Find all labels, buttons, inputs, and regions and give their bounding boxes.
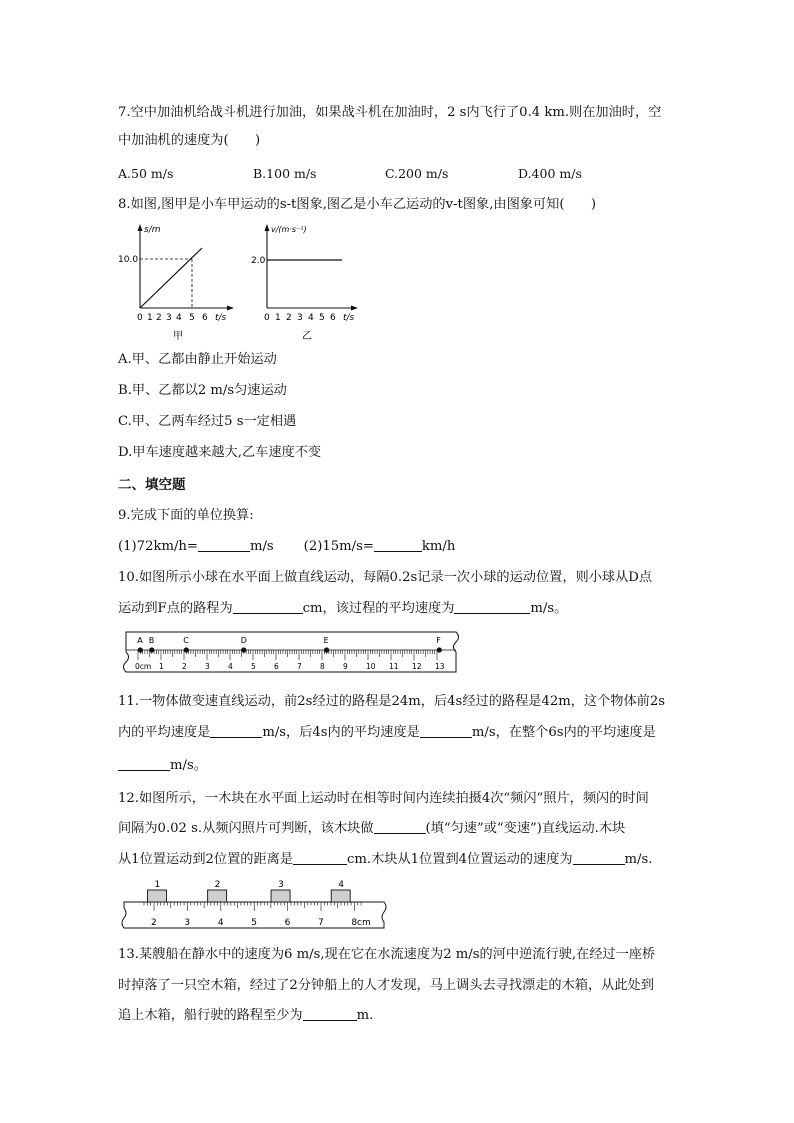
q8-jia-xlabel: t/s — [215, 313, 227, 323]
ball-position-label: A — [137, 636, 143, 645]
q8-yi-xtick: 4 — [308, 313, 314, 323]
q10-stem-line1: 10.如图所示小球在水平面上做直线运动，每隔0.2s记录一次小球的运动位置，则小球从D点 — [118, 570, 653, 585]
q10-stem-line2: 运动到F点的路程为 cm，该过程的平均速度为 m/s。 — [118, 601, 568, 616]
ball-position-dot — [184, 647, 189, 652]
q8-yi-xtick: 0 — [264, 313, 270, 323]
q8-yi-xtick: 6 — [330, 313, 336, 323]
ruler-number: 3 — [205, 662, 210, 671]
ball-position-dot — [138, 647, 143, 652]
q7-stem-line2: 中加油机的速度为( ) — [118, 133, 261, 148]
q13-stem-line2: 时掉落了一只空木箱，经过了2分钟船上的人才发现，马上调头去寻找漂走的木箱，从此处到 — [118, 978, 654, 993]
q11-stem-line1: 11.一物体做变速直线运动，前2s经过的路程是24m，后4s经过的路程是42m，这个物体前2s — [118, 694, 666, 709]
ruler-number: 11 — [389, 662, 399, 671]
wood-block — [271, 890, 290, 902]
q7-option-c: C.200 m/s — [385, 166, 449, 181]
q11-stem-line2: 内的平均速度是 m/s，后4s内的平均速度是 m/s，在整个6s内的平均速度是 — [118, 725, 656, 740]
ruler-number: 5 — [251, 662, 256, 671]
q9-parts: (1)72km/h= m/s (2)15m/s= km/h — [118, 539, 456, 554]
q7-option-b: B.100 m/s — [253, 166, 317, 181]
ruler-unit: cm — [357, 918, 371, 928]
ruler-number: 12 — [412, 662, 422, 671]
block-label: 3 — [278, 880, 284, 890]
ball-position-label: B — [148, 636, 155, 645]
q8-jia-ytick: 10.0 — [118, 255, 139, 265]
q8-yi-xlabel: t/s — [343, 313, 355, 323]
q7-stem-line1: 7.空中加油机给战斗机进行加油，如果战斗机在加油时，2 s内飞行了0.4 km.则在加油时，空 — [118, 105, 662, 120]
wood-block — [208, 890, 227, 902]
ball-position-dot — [324, 647, 329, 652]
ball-position-dot — [437, 647, 442, 652]
q12-stem-line1: 12.如图所示，一木块在水平面上运动时在相等时间内连续拍摄4次“频闪”照片，频闪的时间 — [118, 791, 649, 806]
ruler-number: 10 — [366, 662, 376, 671]
q8-jia-xtick: 1 — [147, 313, 153, 323]
q10-ruler — [118, 628, 463, 680]
section-title: 二、填空题 — [118, 477, 186, 493]
ruler-number: 5 — [251, 918, 257, 928]
q8-yi-caption: 乙 — [302, 331, 312, 342]
q8-option-d: D.甲车速度越来越大,乙车速度不变 — [118, 445, 322, 460]
q12-ruler — [118, 876, 393, 934]
block-label: 4 — [338, 880, 344, 890]
ball-position-dot — [149, 647, 154, 652]
q8-jia-ylabel: s/m — [144, 225, 161, 235]
q8-yi-ylabel: v/(m·s⁻¹) — [271, 225, 307, 234]
q11-stem-line3: m/s。 — [118, 756, 207, 776]
q8-option-b: B.甲、乙都以2 m/s匀速运动 — [118, 383, 287, 398]
q8-yi-xtick: 5 — [319, 313, 325, 323]
q9-stem: 9.完成下面的单位换算: — [118, 508, 254, 523]
q12-stem-line3: 从1位置运动到2位置的距离是 cm.木块从1位置到4位置运动的速度为 m/s. — [118, 852, 653, 867]
q8-yi-ytick: 2.0 — [251, 256, 266, 266]
ruler-number: 6 — [284, 918, 291, 928]
ball-position-label: F — [436, 636, 441, 645]
ball-position-label: D — [240, 636, 247, 645]
q8-jia-xtick: 4 — [176, 313, 182, 323]
wood-block — [148, 890, 167, 902]
ruler-number: 3 — [184, 918, 191, 928]
ruler-number: 13 — [435, 662, 445, 671]
ruler-number: 8 — [351, 918, 358, 928]
ruler-number: 8 — [320, 662, 325, 671]
q8-graph-yi — [242, 220, 392, 345]
block-label: 2 — [214, 880, 221, 890]
ball-position-label: C — [183, 636, 189, 645]
ruler-number: 0cm — [135, 662, 152, 671]
q8-option-a: A.甲、乙都由静止开始运动 — [118, 352, 277, 367]
q8-jia-xtick: 5 — [189, 313, 195, 323]
q8-option-c: C.甲、乙两车经过5 s一定相遇 — [118, 414, 297, 429]
ball-position-dot — [241, 647, 246, 652]
q8-yi-xtick: 3 — [297, 313, 303, 323]
ball-position-label: E — [323, 636, 329, 645]
q12-stem-line2: 间隔为0.02 s.从频闪照片可判断，该木块做 (填“匀速”或“变速”)直线运动.木块 — [118, 821, 626, 836]
ruler-number: 6 — [274, 662, 279, 671]
q8-jia-xtick: 2 — [156, 313, 162, 323]
q8-jia-xtick: 0 — [137, 313, 143, 323]
q8-yi-xtick: 1 — [275, 313, 281, 323]
ruler-number: 2 — [182, 662, 187, 671]
ruler-number: 4 — [228, 662, 233, 671]
q13-stem-line3: 追上木箱，船行驶的路程至少为 m. — [118, 1008, 374, 1023]
block-label: 1 — [154, 880, 161, 890]
q8-stem: 8.如图,图甲是小车甲运动的s-t图象,图乙是小车乙运动的v-t图象,由图象可知( ) — [118, 197, 596, 212]
ruler-number: 1 — [159, 662, 164, 671]
ruler-number: 4 — [217, 918, 224, 928]
q8-yi-xtick: 2 — [286, 313, 292, 323]
q8-jia-xtick: 6 — [202, 313, 208, 323]
q13-stem-line1: 13.某艘船在静水中的速度为6 m/s,现在它在水流速度为2 m/s的河中逆流行驶,在经过一座桥 — [118, 947, 656, 962]
q8-jia-caption: 甲 — [173, 331, 183, 342]
ruler-number: 2 — [151, 918, 157, 928]
wood-block — [331, 890, 350, 902]
q7-option-a: A.50 m/s — [118, 166, 174, 181]
ruler-number: 9 — [343, 662, 348, 671]
ruler-number: 7 — [318, 918, 324, 928]
q8-jia-xtick: 3 — [166, 313, 172, 323]
ruler-number: 7 — [297, 662, 302, 671]
q7-option-d: D.400 m/s — [518, 166, 582, 181]
